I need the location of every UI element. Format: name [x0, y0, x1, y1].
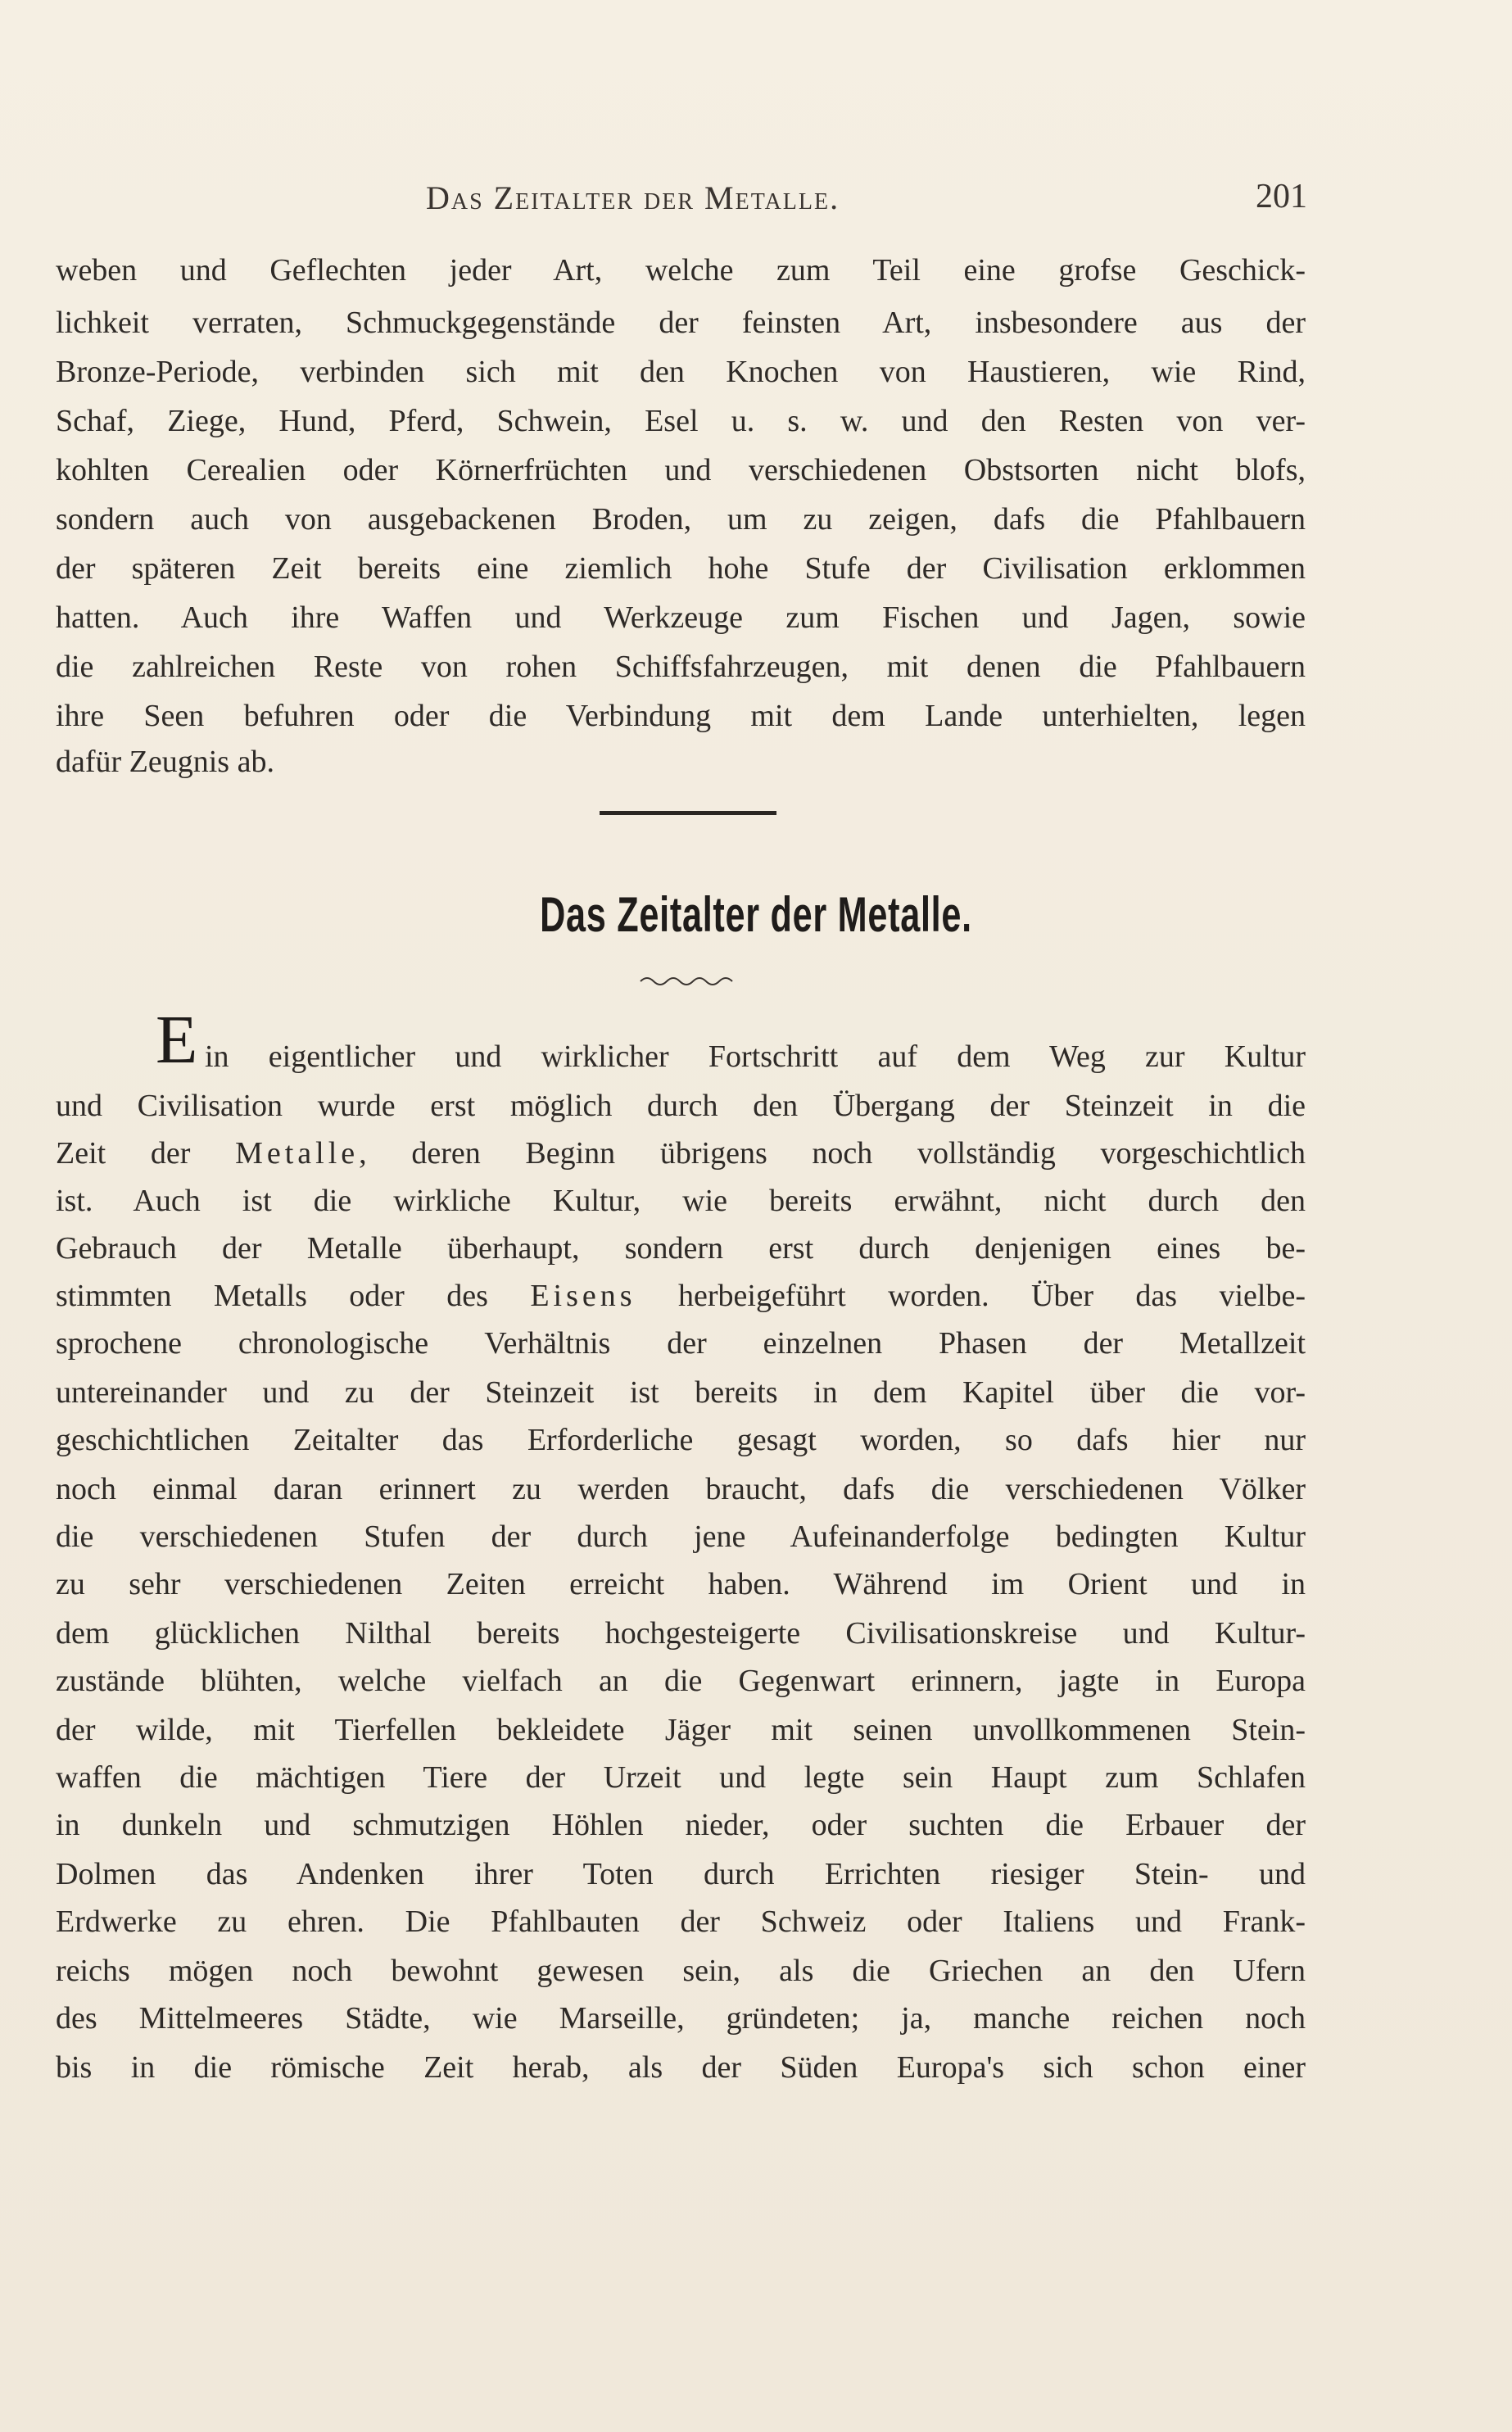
- text-line: hatten. Auch ihre Waffen und Werkzeuge zum Fischen und Jagen, sowie: [56, 600, 1306, 635]
- text-line: sondern auch von ausgebackenen Broden, um zu zeigen, dafs die Pfahlbauern: [56, 502, 1306, 537]
- text-line: Bronze-Periode, verbinden sich mit den Knochen von Haustieren, wie Rind,: [56, 355, 1306, 389]
- text-line: in dunkeln und schmutzigen Höhlen nieder, oder suchten die Erbauer der: [56, 1808, 1306, 1842]
- text-line: bis in die römische Zeit herab, als der Süden Europa's sich schon einer: [56, 2050, 1306, 2085]
- page-number: 201: [1256, 178, 1307, 215]
- text-line: des Mittelmeeres Städte, wie Marseille, gründeten; ja, manche reichen noch: [56, 2001, 1306, 2036]
- section-divider-rule: [600, 811, 776, 815]
- text-line: reichs mögen noch bewohnt gewesen sein, als die Griechen an den Ufern: [56, 1954, 1306, 1988]
- tilde-ornament-icon: [639, 973, 737, 986]
- text-line: dafür Zeugnis ab.: [56, 745, 274, 779]
- text-line: weben und Geflechten jeder Art, welche zum Teil eine grofse Geschick-: [56, 253, 1306, 288]
- section-title: Das Zeitalter der Metalle.: [540, 887, 972, 942]
- text-segment: Zeit der: [56, 1136, 191, 1171]
- text-line: Gebrauch der Metalle überhaupt, sondern erst durch denjenigen eines be-: [56, 1231, 1306, 1266]
- text-line: der wilde, mit Tierfellen bekleidete Jäger mit seinen unvollkommenen Stein-: [56, 1713, 1306, 1747]
- text-line: in eigentlicher und wirklicher Fortschritt auf dem Weg zur Kultur: [205, 1039, 1306, 1074]
- text-line: ihre Seen befuhren oder die Verbindung mit dem Lande unterhielten, legen: [56, 699, 1306, 733]
- text-line: [56, 1278, 1306, 1314]
- text-line: waffen die mächtigen Tiere der Urzeit und legte sein Haupt zum Schlafen: [56, 1760, 1306, 1795]
- text-line: zu sehr verschiedenen Zeiten erreicht haben. Während im Orient und in: [56, 1567, 1306, 1601]
- text-line: lichkeit verraten, Schmuckgegenstände der feinsten Art, insbesondere aus der: [56, 306, 1306, 340]
- text-line: kohlten Cerealien oder Körnerfrüchten und verschiedenen Obstsorten nicht blofs,: [56, 453, 1306, 487]
- text-line: [56, 1135, 1306, 1171]
- running-head: Das Zeitalter der Metalle.: [426, 179, 840, 216]
- text-line: sprochene chronologische Verhältnis der einzelnen Phasen der Metallzeit: [56, 1326, 1306, 1361]
- text-line: geschichtlichen Zeitalter das Erforderliche gesagt worden, so dafs hier nur: [56, 1423, 1306, 1457]
- text-line: der späteren Zeit bereits eine ziemlich hohe Stufe der Civilisation erklommen: [56, 551, 1306, 586]
- drop-cap: E: [156, 1002, 198, 1078]
- text-line: dem glücklichen Nilthal bereits hochgesteigerte Civilisationskreise und Kultur-: [56, 1616, 1306, 1651]
- text-line: die verschiedenen Stufen der durch jene Aufeinanderfolge bedingten Kultur: [56, 1519, 1306, 1554]
- emphasized-word: Metalle: [235, 1136, 360, 1171]
- text-line: Dolmen das Andenken ihrer Toten durch Errichten riesiger Stein- und: [56, 1857, 1306, 1891]
- text-line: und Civilisation wurde erst möglich durch den Übergang der Steinzeit in die: [56, 1089, 1306, 1123]
- text-line: noch einmal daran erinnert zu werden braucht, dafs die verschiedenen Völker: [56, 1472, 1306, 1506]
- text-line: Erdwerke zu ehren. Die Pfahlbauten der Schweiz oder Italiens und Frank-: [56, 1904, 1306, 1939]
- emphasized-word: Eisens: [530, 1279, 636, 1313]
- text-line: die zahlreichen Reste von rohen Schiffsfahrzeugen, mit denen die Pfahlbauern: [56, 650, 1306, 684]
- text-segment: , deren Beginn übrigens noch vollständig vorgeschichtlich: [359, 1136, 1306, 1171]
- text-line: Schaf, Ziege, Hund, Pferd, Schwein, Esel u. s. w. und den Resten von ver-: [56, 404, 1306, 438]
- text-segment: herbeigeführt worden. Über das vielbe-: [678, 1279, 1306, 1313]
- text-line: untereinander und zu der Steinzeit ist bereits in dem Kapitel über die vor-: [56, 1375, 1306, 1410]
- text-segment: stimmten Metalls oder des: [56, 1279, 488, 1313]
- text-line: ist. Auch ist die wirkliche Kultur, wie bereits erwähnt, nicht durch den: [56, 1184, 1306, 1218]
- text-line: zustände blühten, welche vielfach an die Gegenwart erinnern, jagte in Europa: [56, 1664, 1306, 1698]
